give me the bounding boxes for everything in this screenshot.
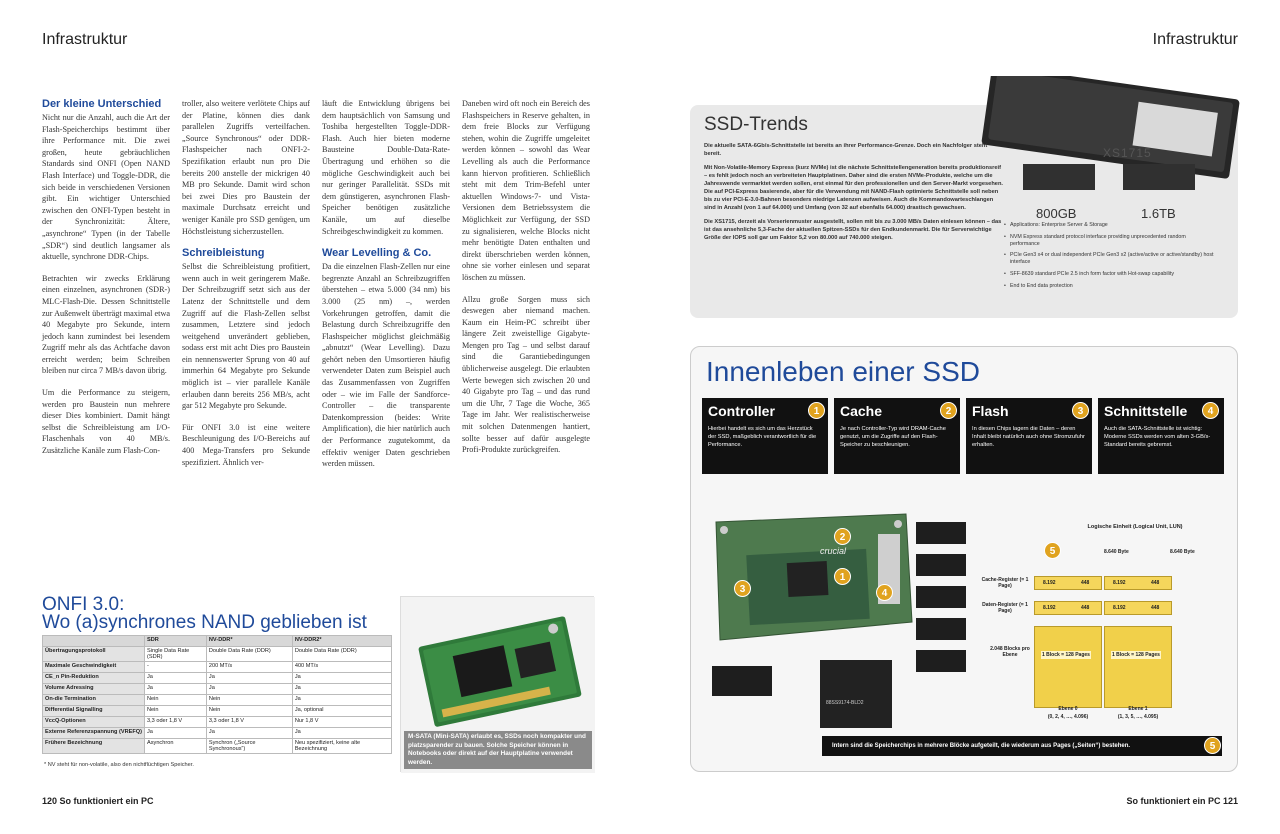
table-cell: Ja [292, 728, 391, 739]
table-cell: Ja [292, 695, 391, 706]
table-row [43, 647, 392, 662]
block-label: 1 Block = 128 Pages [1042, 652, 1090, 658]
plane-0 [1034, 570, 1102, 720]
paragraph: Die aktuelle SATA-6Gb/s-Schnittstelle ist bereits an ihrer Performance-Grenze. Doch ein Nachfolger steht bereit. [704, 143, 988, 157]
running-head-right: Infrastruktur [1152, 31, 1238, 48]
cache-chip [712, 666, 772, 696]
table-cell: Ja, optional [292, 706, 391, 717]
block-stack [1034, 626, 1102, 708]
table-cell: Ja [292, 673, 391, 684]
table-cell: Ja [292, 684, 391, 695]
flash-chip-stack [914, 520, 970, 690]
footer-right: So funktioniert ein PC 121 [1126, 796, 1238, 806]
table-cell: Asynchron [145, 739, 207, 754]
subheading-schreibleistung: Schreibleistung [182, 247, 265, 260]
badge-5: 5 [1044, 542, 1061, 559]
table-cell: Nein [145, 695, 207, 706]
spec-item: • SFF-8639 standard PCIe 2.5 inch form factor with Hot-swap capability [1004, 271, 1214, 278]
subheading-der-kleine-unterschied: Der kleine Unterschied [42, 98, 162, 110]
table-cell: Ja [206, 684, 292, 695]
spec-item: • Applications: Enterprise Server & Storage [1004, 222, 1214, 229]
table-row-header: Volume Adressing [43, 684, 145, 695]
table-cell: Ja [145, 684, 207, 695]
table-row [43, 706, 392, 717]
board-badge-1: 1 [834, 568, 851, 585]
block-label: 1 Block = 128 Pages [1112, 652, 1160, 658]
ssd-model-label: XS1715 [1103, 146, 1152, 160]
table-cell: Nein [206, 706, 292, 717]
cell-value: 8.192 [1043, 605, 1056, 611]
paragraph: Mit Non-Volatile-Memory Express (kurz NVMe) ist die nächste Schnittstellengeneration bereits produktionsreif – es fehlt jedoch noch an verbreiteten Hauptplatinen. Daher sind die ersten NVMe-Produkte, welche um die Jahreswende vermarktet werden sollen, erst einmal für den professionellen und den Server-Markt vorgesehen. Die auf PCI-Express basierende, aber für die Verwendung mit NAND-Flash optimierte Schnittstelle soll neben bis zu vier PCI-E-3.0-Bahnen besonders niedrige Latenzen aufweisen. Auch die Kommandowarteschlangen sind in Anzahl (von 1 auf 64.000) und Umfang (von 32 auf ebenfalls 64.000) drastisch gewachsen. [704, 165, 1004, 211]
table-cell: - [145, 662, 207, 673]
table-cell: Nur 1,8 V [292, 717, 391, 728]
ssd-product-photo [975, 76, 1245, 204]
table-row-header: VccQ-Optionen [43, 717, 145, 728]
table-cell: 200 MT/s [206, 662, 292, 673]
table-row [43, 673, 392, 684]
capacity-800gb: 800GB [1036, 206, 1077, 221]
byte-label-1: 8.640 Byte [1104, 549, 1129, 555]
table-row [43, 695, 392, 706]
table-row [43, 662, 392, 673]
data-register-label: Daten-Register (= 1 Page) [982, 602, 1028, 614]
table-header-cell: SDR [145, 636, 207, 647]
board-badge-4: 4 [876, 584, 893, 601]
ssd-trends-title: SSD-Trends [704, 114, 808, 135]
crucial-logo: crucial [820, 546, 847, 556]
table-row [43, 684, 392, 695]
controller-chip [820, 660, 892, 728]
running-head-left: Infrastruktur [42, 31, 128, 48]
card-title: Flash [972, 403, 1009, 419]
card-title: Controller [708, 403, 775, 419]
paragraph: Daneben wird oft noch ein Bereich des Flashspeichers in Reserve gehalten, in dem freie Blocks zur Verfügung stehen, wohin die Zugriffe umgeleitet werden können – sowohl das Wear Levelling als auch die Performance kann hiervon profitieren. Schließlich steht mit dem Trim-Befehl unter aktuellen Windows-7- und Vista-Versionen dem Betriebssystem die Möglichkeit zur Verfügung, der SSD zu signalisieren, welche Blocks nicht mehr benötigte Daten enthalten und direkt überschrieben werden können, ohne sie vorher einlesen und separat löschen zu müssen. [462, 99, 590, 282]
cell-value: 8.192 [1113, 580, 1126, 586]
byte-label-2: 8.640 Byte [1170, 549, 1195, 555]
paragraph: Allzu große Sorgen muss sich deswegen aber niemand machen. Kaum ein Heim-PC schreibt über längere Zeit zweistellige Gigabyte-Mengen pro Tag – und selbst darauf sind die Garantiebedingungen üblicherweise ausgelegt. Die erlaubten Werte bewegen sich zwischen 20 und 40 Gigabyte pro Tag – und das rund um die Uhr, 7 Tage die Woche, 365 Tage im Jahr. Wer realistischerweise mit solchen Datenmengen hantiert, sollte besser auf dafür ausgelegte Profi-Produkte zurückgreifen. [462, 294, 590, 455]
table-row [43, 717, 392, 728]
block-stack [1104, 626, 1172, 708]
table-cell: Ja [206, 673, 292, 684]
paragraph: Um die Performance zu steigern, werden pro Baustein nun mehrere dieser Dies kombiniert. Damit hängt selbst die Schreibleistung am I/O-Flaschenhals von 40 MB/s. Zusätzliche Kanäle zum Flash-Con- [42, 388, 170, 456]
cell-value: 448 [1081, 605, 1090, 611]
table-cell: Ja [145, 673, 207, 684]
table-cell: Nein [206, 695, 292, 706]
card-text: In diesen Chips lagern die Daten – deren Inhalt bleibt natürlich auch ohne Stromzufuhr erhalten. [972, 426, 1085, 448]
cell-value: 8.192 [1043, 580, 1056, 586]
article-column-3 [322, 98, 450, 480]
ssd-trends-text [704, 142, 1004, 248]
paragraph: Betrachten wir zwecks Erklärung einen einzelnen, asynchronen (SDR-) MLC-Flash-Die. Dessen Schnittstelle zur Außenwelt überträgt maximal etwa 40 Megabyte pro Sekunde, intern jedoch kann zumindest bei lesendem Zugriff mehr als das Achtfache davon erreicht werden; beim Schreiben bleiben nur circa 7 MB/s davon übrig. [42, 273, 170, 376]
card-text: Je nach Controller-Typ wird DRAM-Cache genutzt, um die Zugriffe auf den Flash-Speicher zu beschleunigen. [840, 426, 946, 448]
cell-value: 448 [1151, 580, 1160, 586]
badge-3: 3 [1072, 402, 1089, 419]
table-row-header: Übertragungsprotokoll [43, 647, 145, 662]
capacity-1-6tb: 1.6TB [1141, 206, 1176, 221]
table-header-cell: NV-DDR2* [292, 636, 391, 647]
cell-value: 448 [1081, 580, 1090, 586]
paragraph: Da die einzelnen Flash-Zellen nur eine begrenzte Anzahl an Schreibzugriffen überstehen – etwa 5.000 (34 nm) bis 3.000 (25 nm) –, werden Vorkehrungen getroffen, damit die Belastung durch Schreibzugriffe den Flashspeicher möglichst gleichmäßig „abnutzt“ (Wear Levelling). Dazu gehört neben den Umsortieren häufig verwendeter Daten zum Beispiel auch das Zusammenfassen von Zugriffen oder – wie im Falle der Sandforce-Controller – die transparente Datenkompression (beides: Write Amplification), die hier natürlich auch der Performance zugutekommt, da effektiv weniger Daten geschrieben werden müssen. [322, 262, 450, 469]
plane-1 [1104, 570, 1172, 720]
article-column-2 [182, 98, 310, 478]
plane-0-pages: (0, 2, 4, …, 4.096) [1047, 714, 1089, 720]
table-cell: Nein [145, 706, 207, 717]
board-badge-3: 3 [734, 580, 751, 597]
onfi-title-line-1: ONFI 3.0: [42, 594, 125, 615]
card-title: Cache [840, 403, 883, 419]
plane-1-pages: (1, 3, 5, …, 4.095) [1117, 714, 1159, 720]
spec-item: • End to End data protection [1004, 283, 1214, 290]
onfi-comparison-table [42, 635, 392, 754]
table-row-header: Differential Signalling [43, 706, 145, 717]
cell-value: 448 [1151, 605, 1160, 611]
card-text: Hierbei handelt es sich um das Herzstück der SSD, maßgeblich verantwortlich für die Performance. [708, 426, 817, 448]
paragraph: läuft die Entwicklung übrigens bei dem hauptsächlich von Samsung und Toshiba hergestellten Toggle-DDR-Flash. Auch hier bieten moderne Bausteine Double-Data-Rate-Übertragung und erhöhen so die mögliche Geschwindigkeit auch bei nur geringer Parallelität. SSDs mit dem günstigeren, asynchronen Flash-Speicher benötigen zusätzliche Kanäle, um auf dieselbe Schreibgeschwindigkeit zu kommen. [322, 99, 450, 236]
table-row-header: On-die Termination [43, 695, 145, 706]
table-cell: Synchron („Source Synchronous“) [206, 739, 292, 754]
table-cell: 3,3 oder 1,8 V [145, 717, 207, 728]
paragraph: Die XS1715, derzeit als Vorserienmuster ausgestellt, sollen mit bis zu 3.000 MB/s Daten einlesen können – das ist das ansehnliche 5,3-Fache der aktuellen Spitzen-SSDs für den Endkundenmarkt. Die für Serverwichtige Größe der IOPS soll gar um Faktor 5,2 von 80.000 auf 740.000 steigen. [704, 219, 1002, 241]
cell-value: 8.192 [1113, 605, 1126, 611]
paragraph: Selbst die Schreibleistung profitiert, wenn auch in weit geringerem Maße. Der Schreibzugriff setzt sich aus der Latenz der Schnittstelle und dem Zugriff auf die Flash-Zellen selbst zusammen, Letztere sind jedoch weitgehend unverändert geblieben, sodass erst mit acht Dies pro Baustein ein nennenswerter Sprung von 40 auf immerhin 64 Megabyte pro Sekunde möglich ist – vier parallele Kanäle erlauben dann bereits 256 MB/s, acht gar 512 Megabyte pro Sekunde. [182, 262, 310, 411]
table-footnote: * NV steht für non-volatile, also den nichtflüchtigen Speicher. [44, 762, 194, 768]
footer-left: 120 So funktioniert ein PC [42, 796, 154, 806]
spec-item: • PCIe Gen3 x4 or dual independent PCIe Gen3 x2 (active/active or active/standby) host interface [1004, 252, 1214, 266]
table-cell: Double Data Rate (DDR) [292, 647, 391, 662]
cache-register-cell [1034, 576, 1102, 590]
plane-1-label: Ebene 1 [1128, 706, 1148, 712]
paragraph: troller, also weitere verlötete Chips auf der Platine, können dies dank parallelen Zugriffs verteilfachen. „Source Synchronous“ oder DDR-Flashspeicher nach ONFI-2-Spezifikation erlaubt nun pro Die bereits 200 anstelle der mickrigen 40 MB pro Sekunde. Damit wird schon bei zwei Dies pro Baustein der maximale Durchsatz erreicht und weniger Kanäle pro SSD genügen, um Höchstleistung sicherzustellen. [182, 99, 310, 236]
table-cell: 3,3 oder 1,8 V [206, 717, 292, 728]
table-row-header: CE_n Pin-Reduktion [43, 673, 145, 684]
table-row-header: Externe Referenzspannung (VREFQ) [43, 728, 145, 739]
cache-register-label: Cache-Register (= 1 Page) [981, 577, 1029, 589]
paragraph: Für ONFI 3.0 ist eine weitere Beschleunigung des I/O-Bereichs auf 400 Mega-Transfers pro Sekunde spezifiziert. Ähnlich ver- [182, 422, 310, 467]
subheading-wear-levelling: Wear Levelling & Co. [322, 247, 432, 260]
table-cell: Single Data Rate (SDR) [145, 647, 207, 662]
board-badge-2: 2 [834, 528, 851, 545]
table-cell: Ja [206, 728, 292, 739]
card-text: Auch die SATA-Schnittstelle ist wichtig: Moderne SSDs werden vom alten 3-GB/s-Standard bereits gebremst. [1104, 426, 1211, 448]
blocks-per-plane-label: 2.048 Blocks pro Ebene [990, 646, 1030, 658]
table-header-cell: NV-DDR* [206, 636, 292, 647]
article-column-4 [462, 98, 590, 466]
table-row-header: Frühere Bezeichnung [43, 739, 145, 754]
table-header-cell [43, 636, 145, 647]
diagram-caption-bar: Intern sind die Speicherchips in mehrere Blöcke aufgeteilt, die wiederum aus Pages („Seiten“) bestehen. [822, 736, 1222, 756]
onfi-title-line-2: Wo (a)synchrones NAND geblieben ist [42, 612, 367, 633]
table-cell: Ja [145, 728, 207, 739]
table-cell: 400 MT/s [292, 662, 391, 673]
data-register-cell [1104, 601, 1172, 615]
controller-chip-label: 88SS9174-BLD2 [826, 700, 864, 706]
article-column-1 [42, 98, 170, 467]
table-row [43, 739, 392, 754]
data-register-cell [1034, 601, 1102, 615]
table-cell: Neu spezifiziert, keine alte Bezeichnung [292, 739, 391, 754]
ssd-spec-list [1004, 222, 1214, 295]
badge-2: 2 [940, 402, 957, 419]
logical-unit-label: Logische Einheit (Logical Unit, LUN) [1087, 524, 1183, 530]
badge-1: 1 [808, 402, 825, 419]
bottom-badge-5: 5 [1204, 737, 1221, 754]
photo-caption: M-SATA (Mini-SATA) erlaubt es, SSDs noch kompakter und platzsparender zu bauen. Solche Speicher können in Notebooks oder direkt auf der Hauptplatine verwendet werden. [404, 731, 592, 769]
table-cell: Double Data Rate (DDR) [206, 647, 292, 662]
paragraph: Nicht nur die Anzahl, auch die Art der Flash-Speicherchips bestimmt über ihre Performance mit. Die zwei großen, heute gebräuchlichen Standards sind ONFI (Open NAND Flash Interface) und Toggle-DDR, die sich beide in verschiedenen Versionen gibt. Ein wichtiger Unterschied zwischen den ONFI-Typen besteht in der Synchronizität: Ältere, „asynchrone“ Typen (in der Tabelle „SDR“) sind deutlich langsamer als aktuelle, synchrone DDR-Chips. [42, 113, 170, 262]
innenleben-title: Innenleben einer SSD [706, 356, 980, 387]
cache-register-cell [1104, 576, 1172, 590]
card-title: Schnittstelle [1104, 403, 1188, 419]
badge-4: 4 [1202, 402, 1219, 419]
spec-item: • NVM Express standard protocol interface providing unprecedented random performance [1004, 234, 1214, 248]
table-row-header: Maximale Geschwindigkeit [43, 662, 145, 673]
table-row [43, 728, 392, 739]
plane-0-label: Ebene 0 [1058, 706, 1078, 712]
